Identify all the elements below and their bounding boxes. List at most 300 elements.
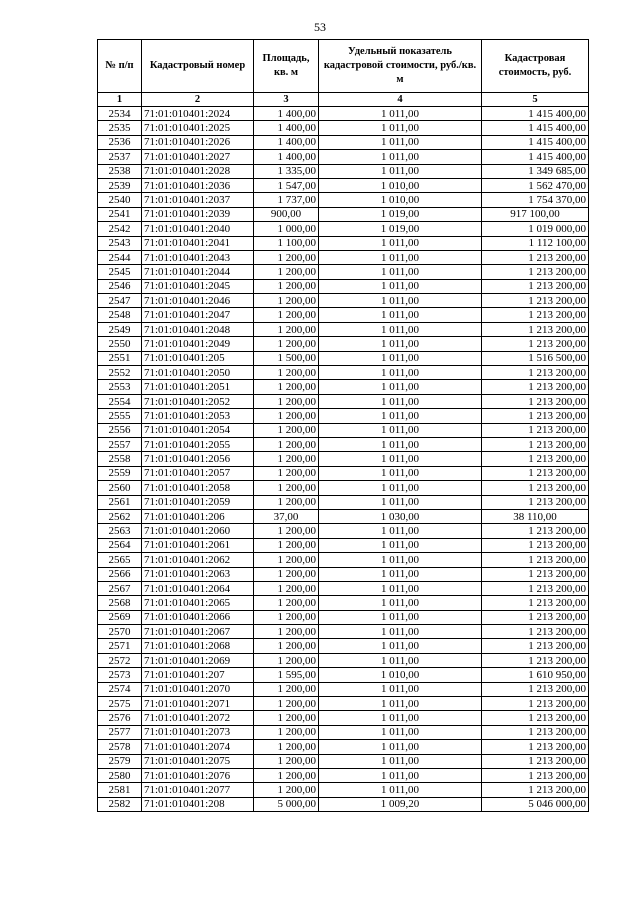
cell-area: 1 200,00 — [254, 697, 319, 711]
column-number: 3 — [254, 93, 319, 107]
column-number: 5 — [482, 93, 589, 107]
cell-row-number: 2549 — [98, 322, 142, 336]
cell-row-number: 2557 — [98, 437, 142, 451]
cell-row-number: 2547 — [98, 294, 142, 308]
cell-cadastral-number: 71:01:010401:208 — [142, 797, 254, 811]
table-row — [98, 610, 589, 624]
table-row — [98, 596, 589, 610]
table-row — [98, 495, 589, 509]
cell-cadastral-value: 1 213 200,00 — [482, 596, 589, 610]
cell-cadastral-value: 1 213 200,00 — [482, 697, 589, 711]
cell-cadastral-number: 71:01:010401:2069 — [142, 653, 254, 667]
cell-area: 1 200,00 — [254, 625, 319, 639]
cell-area: 1 200,00 — [254, 394, 319, 408]
cell-cadastral-number: 71:01:010401:206 — [142, 509, 254, 523]
cell-cadastral-value: 1 516 500,00 — [482, 351, 589, 365]
cell-area: 1 200,00 — [254, 495, 319, 509]
cell-cadastral-number: 71:01:010401:2060 — [142, 524, 254, 538]
header-unit-rate: Удельный показатель кадастровой стоимости, руб./кв. м — [319, 40, 482, 93]
table-row — [98, 625, 589, 639]
cell-area: 1 200,00 — [254, 682, 319, 696]
cell-row-number: 2545 — [98, 265, 142, 279]
cell-area: 1 737,00 — [254, 193, 319, 207]
cell-unit-rate: 1 011,00 — [319, 740, 482, 754]
cell-cadastral-number: 71:01:010401:2047 — [142, 308, 254, 322]
cell-cadastral-number: 71:01:010401:2046 — [142, 294, 254, 308]
header-row — [98, 40, 589, 93]
cell-area: 1 200,00 — [254, 610, 319, 624]
cell-cadastral-value: 1 112 100,00 — [482, 236, 589, 250]
cell-row-number: 2562 — [98, 509, 142, 523]
table-row — [98, 682, 589, 696]
cell-unit-rate: 1 011,00 — [319, 524, 482, 538]
cell-unit-rate: 1 011,00 — [319, 351, 482, 365]
cell-area: 1 200,00 — [254, 452, 319, 466]
cell-cadastral-number: 71:01:010401:2043 — [142, 250, 254, 264]
cell-area: 1 000,00 — [254, 222, 319, 236]
cell-cadastral-value: 1 213 200,00 — [482, 308, 589, 322]
cell-unit-rate: 1 011,00 — [319, 538, 482, 552]
cell-cadastral-number: 71:01:010401:2074 — [142, 740, 254, 754]
cell-cadastral-number: 71:01:010401:2059 — [142, 495, 254, 509]
cell-cadastral-value: 1 213 200,00 — [482, 409, 589, 423]
cell-cadastral-number: 71:01:010401:2053 — [142, 409, 254, 423]
table-row — [98, 265, 589, 279]
cell-unit-rate: 1 011,00 — [319, 596, 482, 610]
cell-row-number: 2543 — [98, 236, 142, 250]
table-row — [98, 121, 589, 135]
cell-cadastral-number: 71:01:010401:2045 — [142, 279, 254, 293]
table-header — [98, 40, 589, 107]
cell-area: 1 400,00 — [254, 150, 319, 164]
cell-area: 37,00 — [254, 509, 319, 523]
cell-area: 1 200,00 — [254, 337, 319, 351]
cell-unit-rate: 1 011,00 — [319, 625, 482, 639]
cell-cadastral-value: 1 213 200,00 — [482, 394, 589, 408]
cell-cadastral-value: 1 213 200,00 — [482, 754, 589, 768]
cell-row-number: 2579 — [98, 754, 142, 768]
cell-unit-rate: 1 011,00 — [319, 783, 482, 797]
cell-area: 1 547,00 — [254, 178, 319, 192]
cell-unit-rate: 1 011,00 — [319, 150, 482, 164]
cell-row-number: 2573 — [98, 668, 142, 682]
cell-row-number: 2559 — [98, 466, 142, 480]
cell-area: 1 200,00 — [254, 639, 319, 653]
cell-cadastral-number: 71:01:010401:2058 — [142, 481, 254, 495]
cell-unit-rate: 1 019,00 — [319, 207, 482, 221]
cell-unit-rate: 1 011,00 — [319, 610, 482, 624]
table-row — [98, 754, 589, 768]
table-row — [98, 509, 589, 523]
cell-cadastral-value: 1 213 200,00 — [482, 437, 589, 451]
cell-cadastral-value: 1 213 200,00 — [482, 524, 589, 538]
cell-cadastral-value: 1 213 200,00 — [482, 466, 589, 480]
cell-unit-rate: 1 011,00 — [319, 437, 482, 451]
cell-unit-rate: 1 011,00 — [319, 653, 482, 667]
table-row — [98, 725, 589, 739]
cell-cadastral-number: 71:01:010401:2061 — [142, 538, 254, 552]
cell-cadastral-number: 71:01:010401:2036 — [142, 178, 254, 192]
cell-row-number: 2581 — [98, 783, 142, 797]
cell-cadastral-value: 1 213 200,00 — [482, 337, 589, 351]
cell-cadastral-number: 71:01:010401:2054 — [142, 423, 254, 437]
cell-row-number: 2566 — [98, 567, 142, 581]
cell-row-number: 2534 — [98, 107, 142, 121]
cell-row-number: 2539 — [98, 178, 142, 192]
cell-cadastral-value: 1 415 400,00 — [482, 107, 589, 121]
table-row — [98, 653, 589, 667]
cell-cadastral-number: 71:01:010401:2077 — [142, 783, 254, 797]
cell-unit-rate: 1 011,00 — [319, 768, 482, 782]
table-row — [98, 193, 589, 207]
cell-cadastral-value: 1 213 200,00 — [482, 567, 589, 581]
column-number: 1 — [98, 93, 142, 107]
cell-cadastral-number: 71:01:010401:2071 — [142, 697, 254, 711]
column-number: 2 — [142, 93, 254, 107]
table-row — [98, 337, 589, 351]
cell-cadastral-number: 71:01:010401:2057 — [142, 466, 254, 480]
cell-cadastral-value: 1 562 470,00 — [482, 178, 589, 192]
table-row — [98, 250, 589, 264]
cell-cadastral-value: 1 213 200,00 — [482, 452, 589, 466]
cell-row-number: 2553 — [98, 380, 142, 394]
cell-cadastral-value: 1 213 200,00 — [482, 653, 589, 667]
header-row-number: № п/п — [98, 40, 142, 93]
table-row — [98, 308, 589, 322]
cell-unit-rate: 1 011,00 — [319, 308, 482, 322]
cell-area: 1 200,00 — [254, 250, 319, 264]
cell-row-number: 2561 — [98, 495, 142, 509]
table-row — [98, 351, 589, 365]
cell-unit-rate: 1 011,00 — [319, 567, 482, 581]
cell-cadastral-number: 71:01:010401:2049 — [142, 337, 254, 351]
cell-area: 1 200,00 — [254, 567, 319, 581]
cell-cadastral-number: 71:01:010401:207 — [142, 668, 254, 682]
cell-area: 1 200,00 — [254, 538, 319, 552]
cell-area: 1 200,00 — [254, 423, 319, 437]
table-row — [98, 135, 589, 149]
table-row — [98, 567, 589, 581]
cell-unit-rate: 1 011,00 — [319, 366, 482, 380]
cell-cadastral-number: 71:01:010401:2037 — [142, 193, 254, 207]
cell-unit-rate: 1 011,00 — [319, 236, 482, 250]
cell-unit-rate: 1 010,00 — [319, 193, 482, 207]
table-row — [98, 322, 589, 336]
cell-cadastral-value: 1 213 200,00 — [482, 265, 589, 279]
cell-unit-rate: 1 011,00 — [319, 495, 482, 509]
cadastre-table — [97, 39, 589, 812]
cell-unit-rate: 1 011,00 — [319, 409, 482, 423]
cell-unit-rate: 1 011,00 — [319, 466, 482, 480]
cell-row-number: 2542 — [98, 222, 142, 236]
cell-row-number: 2554 — [98, 394, 142, 408]
cell-unit-rate: 1 011,00 — [319, 682, 482, 696]
cell-row-number: 2538 — [98, 164, 142, 178]
cell-row-number: 2552 — [98, 366, 142, 380]
cell-area: 1 200,00 — [254, 711, 319, 725]
cell-cadastral-number: 71:01:010401:2051 — [142, 380, 254, 394]
cell-cadastral-value: 1 754 370,00 — [482, 193, 589, 207]
table-row — [98, 294, 589, 308]
table-body — [98, 107, 589, 812]
table-row — [98, 466, 589, 480]
cell-row-number: 2535 — [98, 121, 142, 135]
table-row — [98, 581, 589, 595]
table-row — [98, 481, 589, 495]
cell-unit-rate: 1 011,00 — [319, 164, 482, 178]
cell-row-number: 2556 — [98, 423, 142, 437]
cell-unit-rate: 1 011,00 — [319, 754, 482, 768]
table-row — [98, 797, 589, 811]
table-row — [98, 452, 589, 466]
cell-row-number: 2563 — [98, 524, 142, 538]
cell-cadastral-number: 71:01:010401:2072 — [142, 711, 254, 725]
cell-row-number: 2555 — [98, 409, 142, 423]
cell-row-number: 2580 — [98, 768, 142, 782]
cell-cadastral-number: 71:01:010401:205 — [142, 351, 254, 365]
cell-row-number: 2565 — [98, 553, 142, 567]
table-row — [98, 279, 589, 293]
cell-area: 1 200,00 — [254, 380, 319, 394]
table-row — [98, 107, 589, 121]
cell-unit-rate: 1 019,00 — [319, 222, 482, 236]
cell-row-number: 2544 — [98, 250, 142, 264]
cell-row-number: 2536 — [98, 135, 142, 149]
cell-cadastral-number: 71:01:010401:2024 — [142, 107, 254, 121]
cell-area: 1 200,00 — [254, 581, 319, 595]
cell-unit-rate: 1 011,00 — [319, 711, 482, 725]
cell-unit-rate: 1 011,00 — [319, 553, 482, 567]
cell-cadastral-value: 1 213 200,00 — [482, 553, 589, 567]
cell-cadastral-value: 1 213 200,00 — [482, 495, 589, 509]
cell-row-number: 2568 — [98, 596, 142, 610]
cell-unit-rate: 1 011,00 — [319, 279, 482, 293]
cell-unit-rate: 1 011,00 — [319, 394, 482, 408]
cell-cadastral-value: 1 213 200,00 — [482, 581, 589, 595]
cell-unit-rate: 1 010,00 — [319, 178, 482, 192]
cell-unit-rate: 1 011,00 — [319, 725, 482, 739]
cell-row-number: 2575 — [98, 697, 142, 711]
cell-row-number: 2540 — [98, 193, 142, 207]
cell-cadastral-value: 1 213 200,00 — [482, 610, 589, 624]
cell-cadastral-value: 1 213 200,00 — [482, 481, 589, 495]
cell-area: 1 200,00 — [254, 437, 319, 451]
cell-cadastral-number: 71:01:010401:2073 — [142, 725, 254, 739]
cell-cadastral-number: 71:01:010401:2052 — [142, 394, 254, 408]
table-row — [98, 409, 589, 423]
cell-area: 1 200,00 — [254, 409, 319, 423]
cell-cadastral-value: 1 213 200,00 — [482, 294, 589, 308]
cell-cadastral-number: 71:01:010401:2041 — [142, 236, 254, 250]
cell-cadastral-value: 1 415 400,00 — [482, 135, 589, 149]
cell-cadastral-value: 1 213 200,00 — [482, 279, 589, 293]
table-row — [98, 380, 589, 394]
cell-area: 1 400,00 — [254, 135, 319, 149]
cell-unit-rate: 1 011,00 — [319, 121, 482, 135]
cell-cadastral-value: 1 415 400,00 — [482, 150, 589, 164]
cell-cadastral-number: 71:01:010401:2070 — [142, 682, 254, 696]
table-row — [98, 697, 589, 711]
cell-cadastral-number: 71:01:010401:2040 — [142, 222, 254, 236]
cell-cadastral-number: 71:01:010401:2065 — [142, 596, 254, 610]
cell-row-number: 2537 — [98, 150, 142, 164]
table-row — [98, 768, 589, 782]
cell-area: 1 200,00 — [254, 265, 319, 279]
cell-area: 5 000,00 — [254, 797, 319, 811]
table-row — [98, 222, 589, 236]
cell-cadastral-number: 71:01:010401:2039 — [142, 207, 254, 221]
cell-unit-rate: 1 011,00 — [319, 107, 482, 121]
cell-cadastral-number: 71:01:010401:2064 — [142, 581, 254, 595]
cell-cadastral-value: 1 213 200,00 — [482, 740, 589, 754]
header-cadastral-number: Кадастровый номер — [142, 40, 254, 93]
cell-cadastral-value: 1 610 950,00 — [482, 668, 589, 682]
page-number: 53 — [314, 20, 326, 34]
table-row — [98, 524, 589, 538]
table-row — [98, 437, 589, 451]
cell-area: 1 200,00 — [254, 768, 319, 782]
cell-unit-rate: 1 009,20 — [319, 797, 482, 811]
cell-row-number: 2577 — [98, 725, 142, 739]
cell-row-number: 2558 — [98, 452, 142, 466]
cell-area: 1 200,00 — [254, 308, 319, 322]
cell-cadastral-value: 1 213 200,00 — [482, 366, 589, 380]
column-number-row — [98, 93, 589, 107]
cell-row-number: 2546 — [98, 279, 142, 293]
cell-cadastral-number: 71:01:010401:2076 — [142, 768, 254, 782]
table-row — [98, 553, 589, 567]
table-row — [98, 164, 589, 178]
cell-cadastral-number: 71:01:010401:2067 — [142, 625, 254, 639]
cell-cadastral-number: 71:01:010401:2066 — [142, 610, 254, 624]
table-row — [98, 236, 589, 250]
cell-cadastral-value: 38 110,00 — [482, 509, 589, 523]
table-row — [98, 639, 589, 653]
cell-cadastral-number: 71:01:010401:2027 — [142, 150, 254, 164]
cell-area: 1 200,00 — [254, 653, 319, 667]
cell-cadastral-number: 71:01:010401:2050 — [142, 366, 254, 380]
cell-area: 900,00 — [254, 207, 319, 221]
table-row — [98, 711, 589, 725]
table-row — [98, 394, 589, 408]
cell-unit-rate: 1 010,00 — [319, 668, 482, 682]
cell-unit-rate: 1 011,00 — [319, 380, 482, 394]
table-row — [98, 366, 589, 380]
cell-cadastral-value: 5 046 000,00 — [482, 797, 589, 811]
cell-unit-rate: 1 011,00 — [319, 337, 482, 351]
cell-unit-rate: 1 011,00 — [319, 639, 482, 653]
cell-area: 1 400,00 — [254, 121, 319, 135]
cell-unit-rate: 1 011,00 — [319, 581, 482, 595]
cell-row-number: 2576 — [98, 711, 142, 725]
cell-row-number: 2569 — [98, 610, 142, 624]
cell-area: 1 200,00 — [254, 725, 319, 739]
table-row — [98, 207, 589, 221]
cell-cadastral-value: 1 349 685,00 — [482, 164, 589, 178]
table-row — [98, 538, 589, 552]
cell-unit-rate: 1 011,00 — [319, 265, 482, 279]
cell-row-number: 2574 — [98, 682, 142, 696]
cell-row-number: 2578 — [98, 740, 142, 754]
cell-cadastral-number: 71:01:010401:2028 — [142, 164, 254, 178]
cell-cadastral-number: 71:01:010401:2068 — [142, 639, 254, 653]
cell-row-number: 2571 — [98, 639, 142, 653]
cell-cadastral-value: 1 213 200,00 — [482, 711, 589, 725]
cell-unit-rate: 1 011,00 — [319, 452, 482, 466]
cell-area: 1 200,00 — [254, 322, 319, 336]
cell-area: 1 200,00 — [254, 294, 319, 308]
cell-row-number: 2564 — [98, 538, 142, 552]
cell-area: 1 200,00 — [254, 366, 319, 380]
cell-area: 1 200,00 — [254, 740, 319, 754]
column-number: 4 — [319, 93, 482, 107]
cell-area: 1 200,00 — [254, 466, 319, 480]
cell-row-number: 2567 — [98, 581, 142, 595]
table-row — [98, 150, 589, 164]
cell-cadastral-value: 1 213 200,00 — [482, 783, 589, 797]
cell-cadastral-value: 1 213 200,00 — [482, 322, 589, 336]
cell-row-number: 2582 — [98, 797, 142, 811]
cell-area: 1 100,00 — [254, 236, 319, 250]
cell-unit-rate: 1 011,00 — [319, 294, 482, 308]
table-row — [98, 783, 589, 797]
cell-cadastral-value: 1 213 200,00 — [482, 423, 589, 437]
cell-cadastral-number: 71:01:010401:2075 — [142, 754, 254, 768]
cell-cadastral-value: 1 213 200,00 — [482, 250, 589, 264]
cell-cadastral-number: 71:01:010401:2063 — [142, 567, 254, 581]
cell-unit-rate: 1 011,00 — [319, 322, 482, 336]
cell-row-number: 2548 — [98, 308, 142, 322]
cell-unit-rate: 1 011,00 — [319, 250, 482, 264]
table-row — [98, 423, 589, 437]
table-row — [98, 740, 589, 754]
cell-cadastral-number: 71:01:010401:2055 — [142, 437, 254, 451]
cell-cadastral-value: 1 019 000,00 — [482, 222, 589, 236]
header-cadastral-value: Кадастровая стоимость, руб. — [482, 40, 589, 93]
cell-row-number: 2572 — [98, 653, 142, 667]
cell-cadastral-value: 1 213 200,00 — [482, 725, 589, 739]
cell-row-number: 2560 — [98, 481, 142, 495]
cell-cadastral-value: 1 213 200,00 — [482, 625, 589, 639]
cell-cadastral-number: 71:01:010401:2056 — [142, 452, 254, 466]
cell-row-number: 2550 — [98, 337, 142, 351]
cell-area: 1 400,00 — [254, 107, 319, 121]
cell-cadastral-value: 917 100,00 — [482, 207, 589, 221]
cell-cadastral-number: 71:01:010401:2044 — [142, 265, 254, 279]
cell-cadastral-value: 1 213 200,00 — [482, 380, 589, 394]
cell-area: 1 200,00 — [254, 524, 319, 538]
cell-cadastral-number: 71:01:010401:2026 — [142, 135, 254, 149]
cell-area: 1 200,00 — [254, 481, 319, 495]
cell-unit-rate: 1 011,00 — [319, 135, 482, 149]
cell-area: 1 595,00 — [254, 668, 319, 682]
cell-unit-rate: 1 011,00 — [319, 697, 482, 711]
cell-unit-rate: 1 030,00 — [319, 509, 482, 523]
cell-cadastral-value: 1 213 200,00 — [482, 682, 589, 696]
cell-area: 1 200,00 — [254, 754, 319, 768]
cell-area: 1 335,00 — [254, 164, 319, 178]
cell-unit-rate: 1 011,00 — [319, 423, 482, 437]
cell-cadastral-value: 1 213 200,00 — [482, 639, 589, 653]
cell-row-number: 2570 — [98, 625, 142, 639]
table-row — [98, 668, 589, 682]
cell-cadastral-number: 71:01:010401:2048 — [142, 322, 254, 336]
cell-area: 1 500,00 — [254, 351, 319, 365]
cell-row-number: 2551 — [98, 351, 142, 365]
table-row — [98, 178, 589, 192]
cell-cadastral-number: 71:01:010401:2062 — [142, 553, 254, 567]
cell-area: 1 200,00 — [254, 596, 319, 610]
